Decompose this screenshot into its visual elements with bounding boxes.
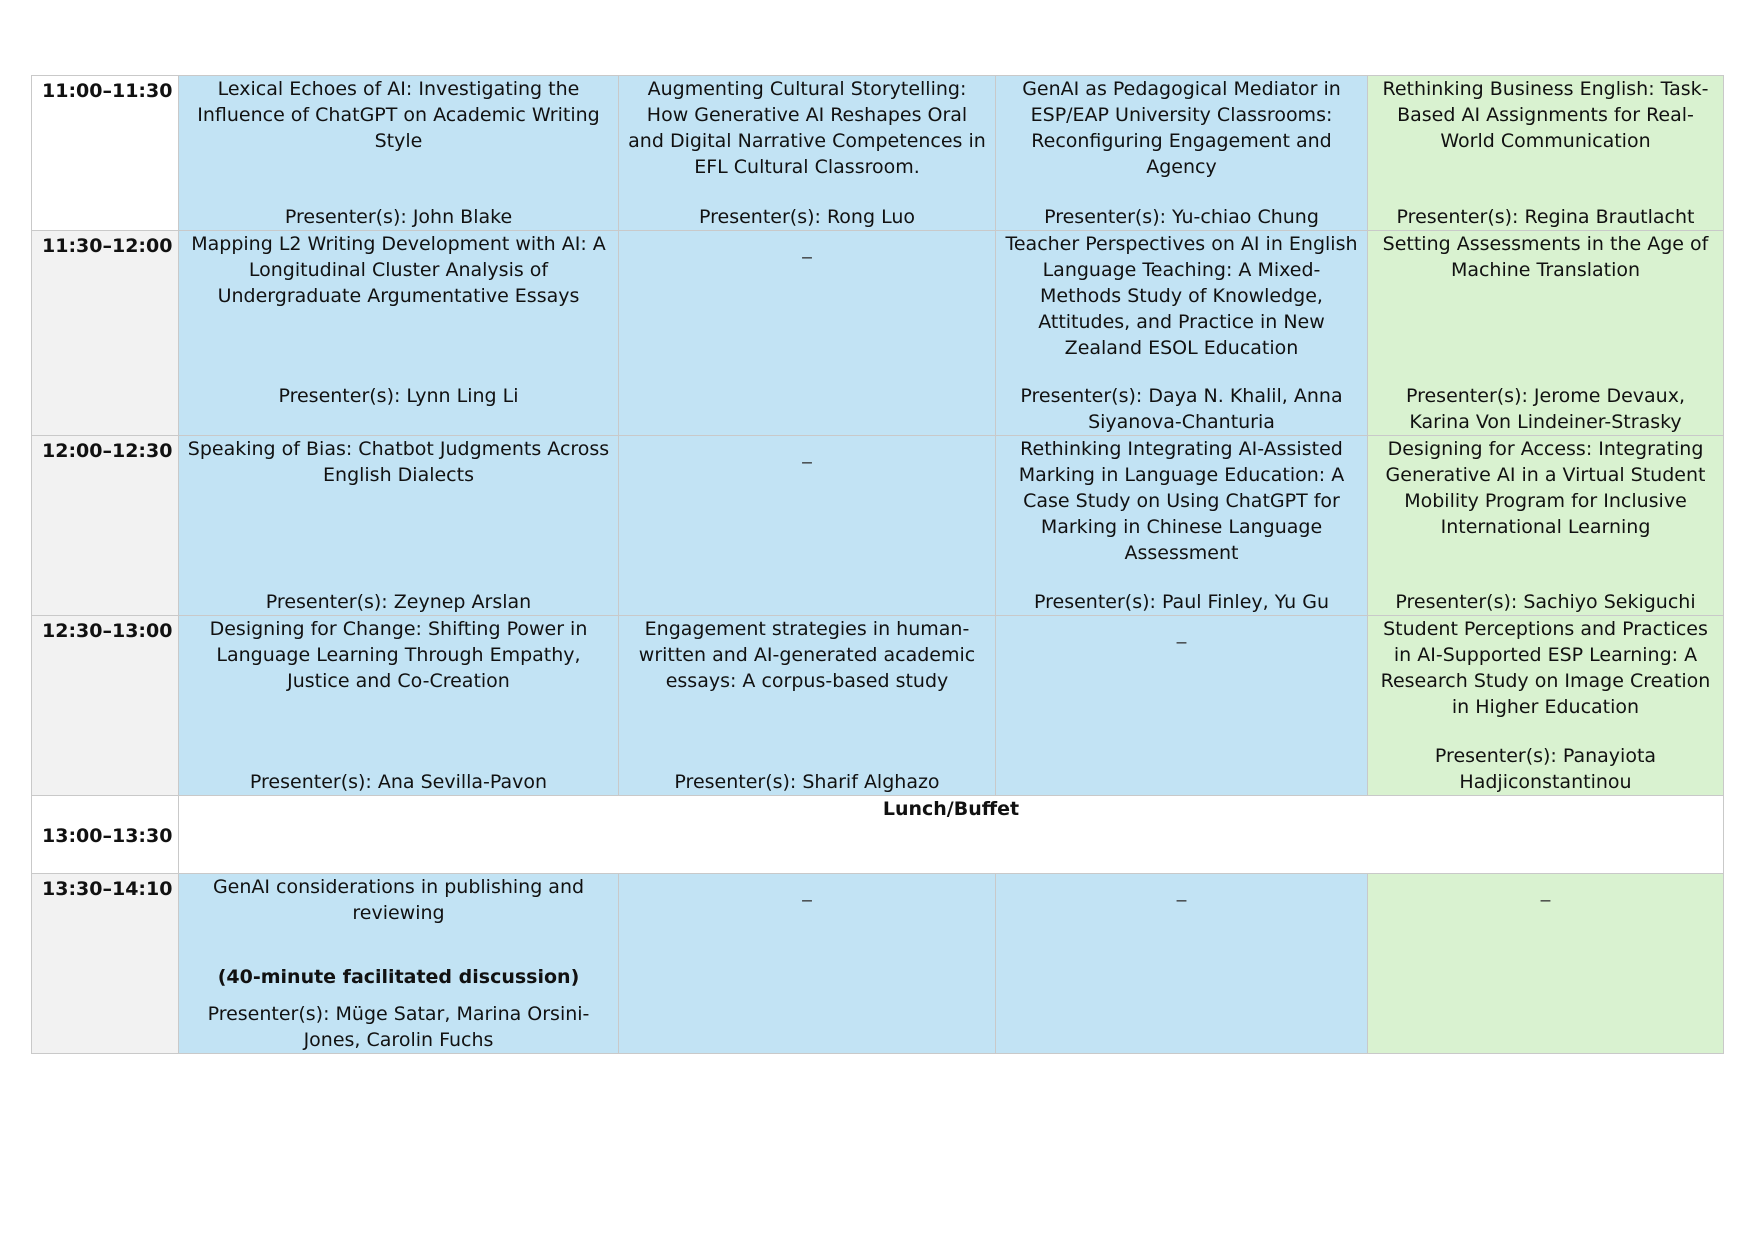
session-presenter: Presenter(s): Panayiota Hadjiconstantinou bbox=[1434, 745, 1657, 793]
time-slot: 11:00–11:30 bbox=[32, 76, 179, 231]
session-cell bbox=[996, 436, 1368, 616]
table-row bbox=[32, 616, 1724, 796]
session-presenter: Presenter(s): Paul Finley, Yu Gu bbox=[1034, 591, 1329, 613]
session-cell bbox=[1368, 436, 1724, 616]
table-row bbox=[32, 231, 1724, 436]
session-cell bbox=[619, 76, 996, 231]
session-presenter: Presenter(s): Zeynep Arslan bbox=[265, 591, 532, 613]
session-presenter: Presenter(s): Müge Satar, Marina Orsini-Jones, Carolin Fuchs bbox=[207, 1003, 590, 1051]
lunch-break: Lunch/Buffet bbox=[179, 796, 1724, 874]
session-format-note: (40-minute facilitated discussion) bbox=[217, 965, 580, 988]
time-slot: 11:30–12:00 bbox=[32, 231, 179, 436]
session-presenter: Presenter(s): Sharif Alghazo bbox=[674, 771, 940, 793]
table-row bbox=[32, 796, 1724, 874]
empty-marker: _ bbox=[802, 880, 812, 902]
session-presenter: Presenter(s): Regina Brautlacht bbox=[1396, 206, 1695, 228]
empty-marker: _ bbox=[802, 442, 812, 464]
session-cell bbox=[619, 616, 996, 796]
session-cell bbox=[179, 231, 619, 436]
empty-session-cell bbox=[996, 616, 1368, 796]
session-title: Rethinking Business English: Task-Based AI Assignments for Real-World Communication bbox=[1382, 78, 1709, 152]
session-presenter: Presenter(s): Daya N. Khalil, Anna Siyanova-Chanturia bbox=[1020, 385, 1343, 433]
empty-session-cell bbox=[619, 874, 996, 1054]
empty-marker: _ bbox=[1540, 880, 1551, 902]
session-cell bbox=[1368, 616, 1724, 796]
empty-marker: _ bbox=[1176, 880, 1187, 902]
session-presenter: Presenter(s): Ana Sevilla-Pavon bbox=[249, 771, 548, 793]
session-title: Teacher Perspectives on AI in English Language Teaching: A Mixed-Methods Study of Knowledge, Attitudes, and Practice in New Zealand ESOL Education bbox=[1005, 233, 1358, 359]
empty-session-cell bbox=[1368, 874, 1724, 1054]
table-row bbox=[32, 436, 1724, 616]
session-cell bbox=[179, 436, 619, 616]
session-cell bbox=[179, 76, 619, 231]
session-cell bbox=[996, 231, 1368, 436]
table-row bbox=[32, 76, 1724, 231]
session-presenter: Presenter(s): Yu-chiao Chung bbox=[1044, 206, 1319, 228]
time-slot: 12:30–13:00 bbox=[32, 616, 179, 796]
session-cell bbox=[996, 76, 1368, 231]
empty-session-cell bbox=[619, 436, 996, 616]
time-slot: 13:00–13:30 bbox=[32, 796, 179, 874]
session-presenter: Presenter(s): Jerome Devaux, Karina Von Lindeiner-Strasky bbox=[1405, 385, 1686, 433]
session-title: GenAI considerations in publishing and reviewing bbox=[212, 876, 585, 924]
empty-session-cell bbox=[996, 874, 1368, 1054]
time-slot: 12:00–12:30 bbox=[32, 436, 179, 616]
schedule-table bbox=[31, 75, 1724, 1054]
table-row bbox=[32, 874, 1724, 1054]
session-title: Designing for Access: Integrating Generative AI in a Virtual Student Mobility Program for Inclusive International Learning bbox=[1385, 438, 1706, 538]
session-title: Rethinking Integrating AI-Assisted Marking in Language Education: A Case Study on Using ChatGPT for Marking in Chinese Language Assessment bbox=[1018, 438, 1345, 564]
session-title: Mapping L2 Writing Development with AI: A Longitudinal Cluster Analysis of Undergraduate Argumentative Essays bbox=[191, 233, 606, 307]
time-slot: 13:30–14:10 bbox=[32, 874, 179, 1054]
session-title: Student Perceptions and Practices in AI-Supported ESP Learning: A Research Study on Image Creation in Higher Education bbox=[1380, 618, 1711, 718]
empty-session-cell bbox=[619, 231, 996, 436]
session-title: Lexical Echoes of AI: Investigating the Influence of ChatGPT on Academic Writing Style bbox=[197, 78, 600, 152]
session-cell bbox=[1368, 76, 1724, 231]
session-cell bbox=[179, 874, 619, 1054]
session-presenter: Presenter(s): Rong Luo bbox=[699, 206, 915, 228]
session-title: Engagement strategies in human-written and AI-generated academic essays: A corpus-based study bbox=[638, 618, 976, 692]
session-presenter: Presenter(s): Lynn Ling Li bbox=[278, 385, 519, 407]
empty-marker: _ bbox=[1176, 622, 1187, 644]
session-title: Designing for Change: Shifting Power in Language Learning Through Empathy, Justice and Co-Creation bbox=[209, 618, 588, 692]
session-presenter: Presenter(s): Sachiyo Sekiguchi bbox=[1395, 591, 1696, 613]
session-presenter: Presenter(s): John Blake bbox=[284, 206, 513, 228]
session-cell bbox=[1368, 231, 1724, 436]
session-cell bbox=[179, 616, 619, 796]
session-title: Speaking of Bias: Chatbot Judgments Across English Dialects bbox=[187, 438, 610, 486]
session-title: Augmenting Cultural Storytelling: How Generative AI Reshapes Oral and Digital Narrative Competences in EFL Cultural Classroom. bbox=[628, 78, 986, 178]
session-title: GenAI as Pedagogical Mediator in ESP/EAP University Classrooms: Reconfiguring Engagement and Agency bbox=[1022, 78, 1341, 178]
empty-marker: _ bbox=[802, 237, 812, 259]
session-title: Setting Assessments in the Age of Machine Translation bbox=[1382, 233, 1709, 281]
